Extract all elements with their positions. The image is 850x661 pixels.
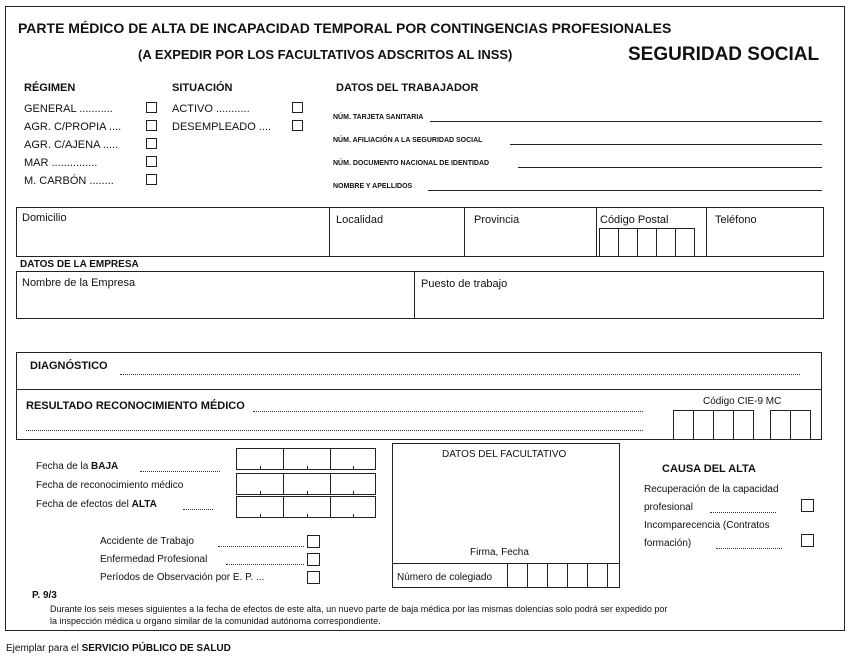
tarjeta-sanitaria-field[interactable] bbox=[430, 121, 822, 122]
domicilio-label: Domicilio bbox=[22, 212, 67, 224]
fecha-reconocimiento-label: Fecha de reconocimiento médico bbox=[36, 480, 184, 491]
footer-note-1: Durante los seis meses siguientes a la fecha de efectos de este alta, un nuevo parte de baja médica por las mismas dolencias solo podrá ser expedido por bbox=[50, 604, 668, 614]
form-code: P. 9/3 bbox=[32, 590, 57, 601]
address-row bbox=[16, 207, 824, 257]
situacion-activo-checkbox[interactable] bbox=[292, 102, 303, 113]
situacion-desempleado-checkbox[interactable] bbox=[292, 120, 303, 131]
recuperacion-checkbox[interactable] bbox=[801, 499, 814, 512]
regimen-general-label: GENERAL ........... bbox=[24, 103, 113, 115]
dni-field[interactable] bbox=[518, 167, 822, 168]
copy-bold: SERVICIO PÚBLICO DE SALUD bbox=[81, 643, 231, 654]
fecha-alta-label bbox=[36, 499, 157, 510]
org-name: SEGURIDAD SOCIAL bbox=[628, 44, 820, 65]
causa-heading: CAUSA DEL ALTA bbox=[662, 463, 756, 475]
resultado-label: RESULTADO RECONOCIMIENTO MÉDICO bbox=[26, 400, 245, 412]
dni-label: NÚM. DOCUMENTO NACIONAL DE IDENTIDAD bbox=[333, 160, 490, 167]
dotted-leader bbox=[183, 509, 213, 510]
copy-destination bbox=[6, 643, 231, 654]
regimen-carbon-checkbox[interactable] bbox=[146, 174, 157, 185]
facultativo-heading: DATOS DEL FACULTATIVO bbox=[442, 449, 567, 460]
cie-label: Código CIE-9 MC bbox=[703, 396, 782, 407]
firma-fecha-label: Firma, Fecha bbox=[470, 547, 529, 558]
regimen-mar-checkbox[interactable] bbox=[146, 156, 157, 167]
regimen-agr-ajena-checkbox[interactable] bbox=[146, 138, 157, 149]
incomparecencia-checkbox[interactable] bbox=[801, 534, 814, 547]
tarjeta-sanitaria-label: NÚM. TARJETA SANITARIA bbox=[333, 114, 424, 121]
nombre-empresa-label: Nombre de la Empresa bbox=[22, 277, 136, 289]
incomparecencia-label: Incomparecencia (Contratos bbox=[644, 520, 770, 531]
fecha-baja-bold: BAJA bbox=[91, 461, 119, 472]
enfermedad-label: Enfermedad Profesional bbox=[100, 554, 208, 565]
form-subtitle: (A EXPEDIR POR LOS FACULTATIVOS ADSCRITOS AL INSS) bbox=[138, 47, 513, 62]
divider bbox=[414, 271, 415, 319]
situacion-desempleado-label: DESEMPLEADO .... bbox=[172, 121, 272, 133]
divider bbox=[596, 207, 597, 257]
regimen-agr-propia-label: AGR. C/PROPIA .... bbox=[24, 121, 122, 133]
dotted-leader bbox=[140, 471, 220, 472]
colegiado-label: Número de colegiado bbox=[397, 572, 493, 583]
afiliacion-field[interactable] bbox=[510, 144, 822, 145]
empresa-heading: DATOS DE LA EMPRESA bbox=[20, 259, 139, 270]
situacion-heading: SITUACIÓN bbox=[172, 82, 233, 94]
provincia-label: Provincia bbox=[474, 214, 520, 226]
resultado-field-2[interactable] bbox=[26, 430, 643, 431]
dotted-leader bbox=[710, 512, 776, 513]
copy-prefix: Ejemplar para el bbox=[6, 643, 82, 654]
dotted-leader bbox=[226, 564, 304, 565]
divider bbox=[706, 207, 707, 257]
codigo-postal-label: Código Postal bbox=[600, 214, 669, 226]
dotted-leader bbox=[716, 548, 782, 549]
diagnostico-label: DIAGNÓSTICO bbox=[30, 360, 108, 372]
divider bbox=[16, 389, 822, 390]
regimen-agr-propia-checkbox[interactable] bbox=[146, 120, 157, 131]
nombre-apellidos-field[interactable] bbox=[428, 190, 822, 191]
regimen-general-checkbox[interactable] bbox=[146, 102, 157, 113]
divider bbox=[464, 207, 465, 257]
fecha-baja-prefix: Fecha de la bbox=[36, 461, 92, 472]
empresa-row bbox=[16, 271, 824, 319]
recuperacion-label-2: profesional bbox=[644, 502, 693, 513]
observacion-checkbox[interactable] bbox=[307, 571, 320, 584]
accidente-checkbox[interactable] bbox=[307, 535, 320, 548]
recuperacion-label: Recuperación de la capacidad bbox=[644, 484, 779, 495]
form-title: PARTE MÉDICO DE ALTA DE INCAPACIDAD TEMPORAL POR CONTINGENCIAS PROFESIONALES bbox=[18, 20, 672, 36]
regimen-mar-label: MAR ............... bbox=[24, 157, 98, 169]
regimen-heading: RÉGIMEN bbox=[24, 82, 76, 94]
afiliacion-label: NÚM. AFILIACIÓN A LA SEGURIDAD SOCIAL bbox=[333, 137, 483, 144]
enfermedad-checkbox[interactable] bbox=[307, 553, 320, 566]
dotted-leader bbox=[218, 546, 304, 547]
telefono-label: Teléfono bbox=[715, 214, 757, 226]
accidente-label: Accidente de Trabajo bbox=[100, 536, 194, 547]
resultado-field-1[interactable] bbox=[253, 411, 643, 412]
regimen-agr-ajena-label: AGR. C/AJENA ..... bbox=[24, 139, 119, 151]
nombre-apellidos-label: NOMBRE Y APELLIDOS bbox=[333, 183, 413, 190]
fecha-baja-label bbox=[36, 461, 118, 472]
localidad-label: Localidad bbox=[336, 214, 384, 226]
trabajador-heading: DATOS DEL TRABAJADOR bbox=[336, 82, 479, 94]
fecha-alta-prefix: Fecha de efectos del bbox=[36, 499, 132, 510]
regimen-carbon-label: M. CARBÓN ........ bbox=[24, 175, 114, 187]
situacion-activo-label: ACTIVO ........... bbox=[172, 103, 250, 115]
diagnostico-field[interactable] bbox=[120, 374, 800, 375]
fecha-alta-bold: ALTA bbox=[131, 499, 157, 510]
incomparecencia-label-2: formación) bbox=[644, 538, 692, 549]
observacion-label: Períodos de Observación por E. P. ... bbox=[100, 572, 265, 583]
divider bbox=[329, 207, 330, 257]
footer-note-2: la inspección médica u organo similar de la comunidad autónoma correspondiente. bbox=[50, 616, 381, 626]
puesto-trabajo-label: Puesto de trabajo bbox=[421, 278, 508, 290]
